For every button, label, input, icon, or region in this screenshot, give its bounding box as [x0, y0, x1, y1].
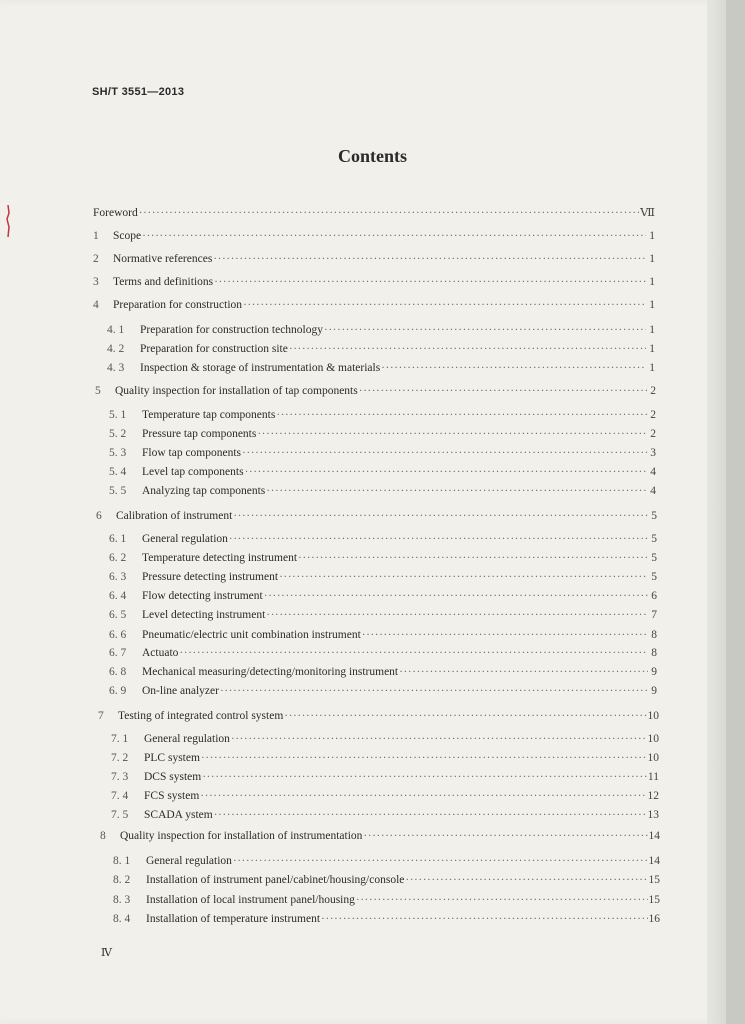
toc-entry-number: 4. 3: [107, 362, 125, 374]
toc-entry-number: 6. 8: [109, 666, 127, 678]
toc-entry-number: 5. 2: [109, 428, 127, 440]
toc-entry-label: PLC system: [144, 752, 200, 764]
toc-entry-label: Preparation for construction technology: [140, 324, 323, 336]
toc-entry: [109, 608, 657, 622]
toc-entry-page: 8: [651, 647, 657, 659]
toc-entry-number: 1: [93, 230, 99, 242]
dot-leader: [229, 532, 648, 546]
toc-entry-page: 1: [649, 343, 655, 355]
dot-leader: [243, 298, 646, 312]
toc-entry-label: Normative references: [113, 253, 213, 265]
toc-entry-number: 6. 1: [109, 533, 127, 545]
toc-entry-number: 7. 4: [111, 790, 129, 802]
toc-entry: [98, 709, 659, 723]
toc-entry-label: Calibration of instrument: [116, 510, 233, 522]
toc-entry-page: 3: [650, 447, 656, 459]
toc-entry-label: FCS system: [144, 790, 200, 802]
toc-entry-number: 6. 4: [109, 590, 127, 602]
dot-leader: [233, 509, 648, 523]
dot-leader: [266, 484, 647, 498]
toc-entry-label: General regulation: [146, 855, 232, 867]
dot-leader: [284, 709, 646, 723]
toc-entry-page: 2: [650, 385, 656, 397]
page-title: Contents: [337, 146, 407, 166]
toc-entry-number: 7. 3: [111, 771, 129, 783]
toc-entry-page: 10: [647, 710, 659, 722]
dot-leader: [231, 732, 647, 746]
toc-entry-label: Testing of integrated control system: [118, 710, 284, 722]
dot-leader: [289, 342, 646, 356]
toc-entry: [95, 384, 656, 398]
toc-entry: [113, 893, 660, 907]
dot-leader: [214, 808, 647, 822]
toc-entry-page: 7: [651, 609, 657, 621]
toc-entry-page: 14: [648, 830, 660, 842]
toc-entry-label: Foreword: [93, 207, 138, 219]
toc-entry: [111, 732, 659, 746]
toc-entry-label: Temperature detecting instrument: [142, 552, 298, 564]
toc-entry-number: 5. 4: [109, 466, 127, 478]
dot-leader: [381, 361, 646, 375]
toc-entry: [111, 770, 659, 784]
toc-entry-number: 7: [98, 710, 104, 722]
dot-leader: [213, 252, 646, 266]
toc-entry: [96, 509, 657, 523]
toc-entry: [109, 446, 656, 460]
toc-entry-page: 12: [647, 790, 659, 802]
toc-entry-label: General regulation: [144, 733, 230, 745]
toc-entry: [109, 484, 656, 498]
toc-entry: [107, 342, 655, 356]
toc-entry: [100, 829, 660, 843]
toc-entry-label: Pressure tap components: [142, 428, 257, 440]
toc-entry-label: Temperature tap components: [142, 409, 276, 421]
toc-entry-page: 4: [650, 485, 656, 497]
toc-entry: [107, 323, 655, 337]
toc-entry: [111, 751, 659, 765]
page-number: Ⅳ: [101, 947, 112, 959]
toc-entry: [93, 206, 655, 220]
dot-leader: [257, 427, 647, 441]
toc-entry-page: 5: [651, 552, 657, 564]
toc-entry-label: Actuato: [142, 647, 179, 659]
toc-entry-page: 5: [651, 510, 657, 522]
toc-entry-page: 14: [648, 855, 660, 867]
toc-entry-number: 7. 2: [111, 752, 129, 764]
toc-entry-label: Preparation for construction site: [140, 343, 288, 355]
toc-entry-number: 6. 7: [109, 647, 127, 659]
toc-entry-page: 2: [650, 428, 656, 440]
toc-entry-label: Quality inspection for installation of tap components: [115, 385, 358, 397]
toc-entry: [109, 570, 657, 584]
toc-entry-page: 9: [651, 685, 657, 697]
toc-entry: [93, 229, 655, 243]
red-ink-mark: [5, 205, 11, 237]
toc-entry-number: 8: [100, 830, 106, 842]
toc-entry-label: Preparation for construction: [113, 299, 243, 311]
toc-entry-label: Installation of instrument panel/cabinet/housing/console: [146, 874, 405, 886]
toc-entry-number: 8. 4: [113, 913, 131, 925]
toc-entry-page: 1: [649, 253, 655, 265]
dot-leader: [264, 589, 648, 603]
dot-leader: [405, 873, 647, 887]
toc-entry-number: 2: [93, 253, 99, 265]
toc-entry: [111, 789, 659, 803]
toc-entry-page: 6: [651, 590, 657, 602]
toc-entry-page: 1: [649, 299, 655, 311]
toc-entry-label: Terms and definitions: [113, 276, 214, 288]
toc-entry-label: DCS system: [144, 771, 202, 783]
toc-entry-number: 8. 2: [113, 874, 131, 886]
toc-entry: [93, 298, 655, 312]
toc-entry-label: On-line analyzer: [142, 685, 219, 697]
toc-entry-page: 1: [649, 362, 655, 374]
toc-entry-number: 8. 1: [113, 855, 131, 867]
toc-entry-page: 2: [650, 409, 656, 421]
dot-leader: [242, 446, 647, 460]
dot-leader: [139, 206, 639, 220]
toc-entry: [109, 427, 656, 441]
toc-entry: [109, 628, 657, 642]
toc-entry-page: 13: [647, 809, 659, 821]
dot-leader: [276, 408, 647, 422]
toc-entry-number: 4. 1: [107, 324, 125, 336]
toc-entry-page: 15: [648, 894, 660, 906]
toc-entry-page: Ⅶ: [640, 207, 655, 219]
toc-entry: [113, 854, 660, 868]
toc-entry-page: 1: [649, 324, 655, 336]
toc-entry-number: 6. 9: [109, 685, 127, 697]
toc-entry-page: 11: [647, 771, 659, 783]
toc-entry-number: 6. 2: [109, 552, 127, 564]
toc-entry-number: 5: [95, 385, 101, 397]
toc-entry-page: 1: [649, 276, 655, 288]
toc-entry-page: 1: [649, 230, 655, 242]
dot-leader: [245, 465, 647, 479]
toc-entry: [107, 361, 655, 375]
dot-leader: [201, 751, 647, 765]
toc-entry-page: 16: [648, 913, 660, 925]
toc-entry-label: Flow tap components: [142, 447, 242, 459]
dot-leader: [321, 912, 647, 926]
toc-entry: [109, 665, 657, 679]
toc-entry-page: 9: [651, 666, 657, 678]
dot-leader: [202, 770, 647, 784]
toc-entry-label: Pressure detecting instrument: [142, 571, 279, 583]
toc-entry-label: Mechanical measuring/detecting/monitoring instrument: [142, 666, 399, 678]
toc-entry: [109, 408, 656, 422]
dot-leader: [220, 684, 648, 698]
toc-entry-page: 4: [650, 466, 656, 478]
dot-leader: [399, 665, 648, 679]
toc-entry-label: SCADA ystem: [144, 809, 213, 821]
dot-leader: [214, 275, 646, 289]
toc-entry: [113, 873, 660, 887]
toc-entry: [93, 275, 655, 289]
toc-entry: [109, 465, 656, 479]
toc-entry: [109, 646, 657, 660]
dot-leader: [356, 893, 648, 907]
toc-entry: [109, 551, 657, 565]
toc-entry-page: 10: [647, 752, 659, 764]
dot-leader: [266, 608, 648, 622]
dot-leader: [279, 570, 648, 584]
toc-entry-page: 8: [651, 629, 657, 641]
toc-entry-label: Analyzing tap components: [142, 485, 266, 497]
toc-entry-label: Inspection & storage of instrumentation & materials: [140, 362, 381, 374]
dot-leader: [363, 829, 647, 843]
toc-entry-label: Scope: [113, 230, 142, 242]
toc-entry-number: 5. 1: [109, 409, 127, 421]
toc-entry: [109, 532, 657, 546]
toc-entry-label: Installation of local instrument panel/housing: [146, 894, 355, 906]
toc-entry-label: General regulation: [142, 533, 228, 545]
toc-entry-number: 7. 5: [111, 809, 129, 821]
toc-entry-number: 6. 3: [109, 571, 127, 583]
toc-entry-number: 7. 1: [111, 733, 129, 745]
dot-leader: [298, 551, 648, 565]
dot-leader: [142, 229, 646, 243]
toc-entry-label: Pneumatic/electric unit combination instrument: [142, 629, 361, 641]
toc-entry-number: 5. 5: [109, 485, 127, 497]
toc-entry: [109, 684, 657, 698]
standard-code: SH/T 3551—2013: [92, 86, 185, 98]
toc-entry-label: Flow detecting instrument: [142, 590, 263, 602]
toc-entry-page: 15: [648, 874, 660, 886]
dot-leader: [233, 854, 648, 868]
toc-entry-page: 5: [651, 571, 657, 583]
dot-leader: [200, 789, 646, 803]
toc-entry-number: 3: [93, 276, 99, 288]
toc-entry-number: 8. 3: [113, 894, 131, 906]
toc-entry-number: 6. 5: [109, 609, 127, 621]
dot-leader: [359, 384, 647, 398]
toc-entry-page: 5: [651, 533, 657, 545]
toc-entry-page: 10: [647, 733, 659, 745]
toc-entry-label: Level detecting instrument: [142, 609, 266, 621]
toc-entry-number: 4: [93, 299, 99, 311]
toc-entry-label: Installation of temperature instrument: [146, 913, 321, 925]
dot-leader: [362, 628, 648, 642]
toc-entry-number: 4. 2: [107, 343, 125, 355]
toc-entry-label: Level tap components: [142, 466, 244, 478]
toc-entry-number: 6. 6: [109, 629, 127, 641]
toc-entry: [113, 912, 660, 926]
toc-entry-number: 6: [96, 510, 102, 522]
toc-entry: [93, 252, 655, 266]
toc-entry-label: Quality inspection for installation of instrumentation: [120, 830, 363, 842]
toc-entry-number: 5. 3: [109, 447, 127, 459]
dot-leader: [179, 646, 648, 660]
toc-entry: [109, 589, 657, 603]
dot-leader: [324, 323, 646, 337]
toc-entry: [111, 808, 659, 822]
